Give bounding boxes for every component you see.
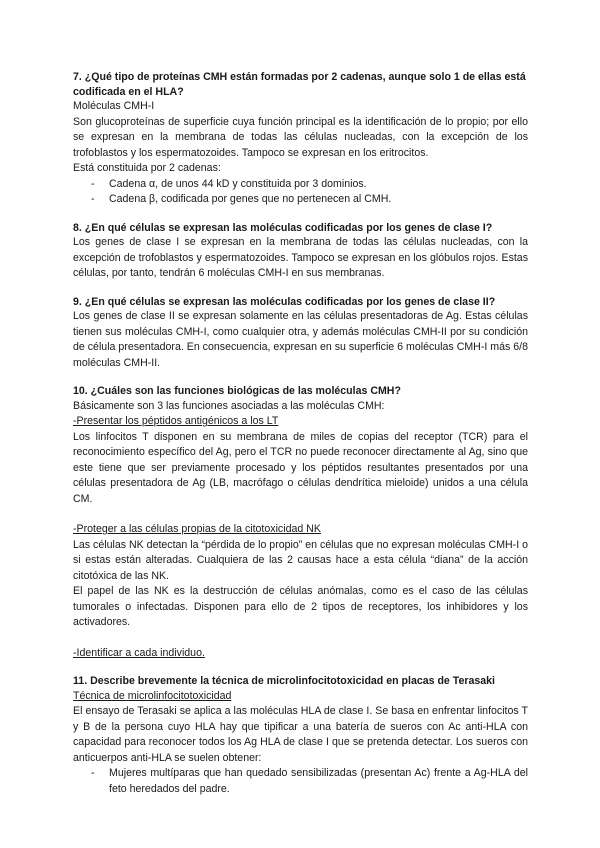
question-8-paragraph: Los genes de clase I se expresan en la membrana de todas las células nucleadas, con la excepción de trofoblastos y espermatozoides. Tampoco se expresan en los glóbulos rojos. Estas células, por tanto, tendrán 6 moléculas CMH-I en sus membranas. [73,236,528,279]
document-page [73,70,528,797]
spacer [73,507,528,522]
question-11-paragraph: El ensayo de Terasaki se aplica a las moléculas HLA de clase I. Se basa en enfrentar linfocitos T y B de la persona cuyo HLA hay que tipificar a una batería de sueros con Ac anti-HLA con capacidad para reconocer todos los Ag HLA de clase I que se pretenda detectar. Los sueros con anticuerpos anti-HLA se suelen obtener: [73,705,528,764]
function-3-heading: -Identificar a cada individuo. [73,646,205,659]
spacer [73,631,528,646]
question-7-list [73,177,528,208]
question-7-paragraph-1: Son glucoproteínas de superficie cuya función principal es la identificación de lo propio; por ello se expresan en la membrana de todas las células nucleadas, con la excepción de los trofoblastos y los espermatozoides. Tampoco se expresan en los eritrocitos. [73,115,528,159]
question-9-paragraph: Los genes de clase II se expresan solamente en las células presentadoras de Ag. Estas células tienen sus moléculas CMH-I, como cualquier otra, y además moléculas CMH-II por su condición de célula presentadora. En consecuencia, expresan en su superficie 6 moléculas CMH-I más 6/8 moléculas CMH-II. [73,310,528,369]
question-9-title: 9. ¿En qué células se expresan las moléculas codificadas por los genes de clase II? [73,295,496,308]
function-2-paragraph-1: Las células NK detectan la “pérdida de lo propio” en células que no expresan moléculas CMH-I o si estas están alteradas. Cualquiera de las 2 causas hace a esta célula “diana” de la acción citotóxica de las NK. [73,538,528,582]
question-10-title: 10. ¿Cuáles son las funciones biológicas de las moléculas CMH? [73,385,401,397]
question-7-title: 7. ¿Qué tipo de proteínas CMH están formadas por 2 cadenas, aunque solo 1 de ellas está codificada en el HLA? [73,71,526,98]
list-item: - Cadena α, de unos 44 kD y constituida por 3 dominios. [73,177,528,193]
list-item: - Cadena β, codificada por genes que no pertenecen al CMH. [73,192,528,208]
function-2-heading: -Proteger a las células propias de la citotoxicidad NK [73,523,321,535]
question-7 [73,70,528,208]
question-11-list [73,766,528,797]
question-8-title: 8. ¿En qué células se expresan las moléculas codificadas por los genes de clase I? [73,221,493,234]
question-7-subtitle: Moléculas CMH-I [73,100,155,112]
question-11 [73,674,528,797]
function-2-paragraph-2: El papel de las NK es la destrucción de células anómalas, como es el caso de las células tumorales o infectadas. Disponen para ello de 2 tipos de receptores, los inhibidores y los activadores. [73,585,528,628]
function-1-heading: -Presentar los péptidos antigénicos a los LT [73,415,279,427]
question-10 [73,384,528,661]
question-10-intro: Básicamente son 3 las funciones asociadas a las moléculas CMH: [73,399,385,412]
function-1-paragraph: Los linfocitos T disponen en su membrana de miles de copias del receptor (TCR) para el reconocimiento específico del Ag, pero el TCR no puede reconocer directamente al Ag, sino que este tiene que ser previamente procesado y los péptidos resultantes presentados por una células presentadora de Ag (LB, macrófago o células dendrítica mieloide) unidos a una célula CM. [73,430,528,505]
question-9 [73,295,528,372]
question-7-paragraph-2: Está constituida por 2 cadenas: [73,162,221,174]
question-11-title: 11. Describe brevemente la técnica de microlinfocitotoxicidad en placas de Terasaki [73,675,495,687]
question-8 [73,221,528,282]
list-item: - Mujeres multíparas que han quedado sensibilizadas (presentan Ac) frente a Ag-HLA del feto heredados del padre. [73,766,528,797]
question-11-subtitle: Técnica de microlinfocitotoxicidad [73,689,232,702]
